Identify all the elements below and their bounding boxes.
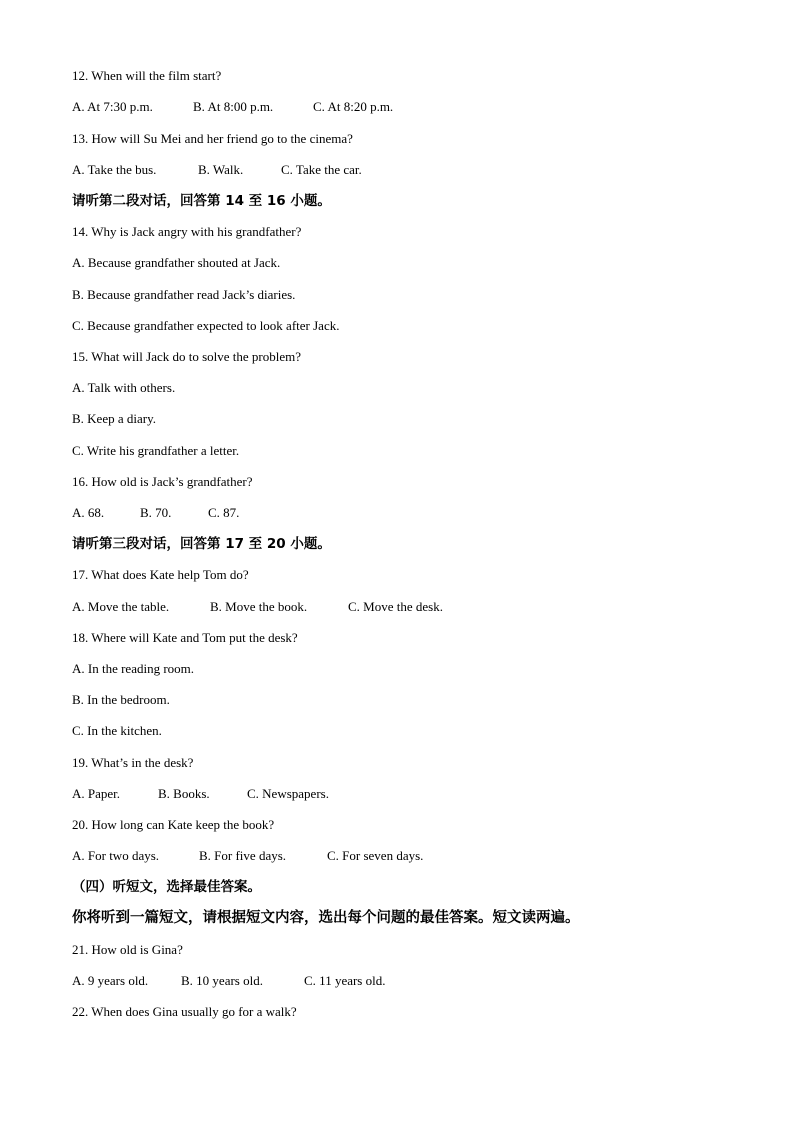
question-12-stem: 12. When will the film start? <box>72 68 222 83</box>
option-a: A. Paper. <box>72 786 121 801</box>
option-b: B. For five days. <box>199 848 287 863</box>
option-c: C. At 8:20 p.m. <box>313 99 394 114</box>
question-15-option-b: B. Keep a diary. <box>72 411 156 426</box>
option-c: C. 87. <box>208 505 240 520</box>
question-22-stem: 22. When does Gina usually go for a walk? <box>72 1004 297 1019</box>
part-4-instruction: 你将听到一篇短文，请根据短文内容，选出每个问题的最佳答案。短文读两遍。 <box>72 910 580 926</box>
part-4-heading: （四）听短文，选择最佳答案。 <box>72 879 261 895</box>
option-a: A. Move the table. <box>72 599 170 614</box>
option-b: B. Books. <box>158 786 210 801</box>
question-18-stem: 18. Where will Kate and Tom put the desk? <box>72 630 298 645</box>
option-c: C. Newspapers. <box>247 786 329 801</box>
option-b: B. At 8:00 p.m. <box>193 99 274 114</box>
section-2-heading: 请听第二段对话，回答第 14 至 16 小题。 <box>72 193 331 209</box>
question-18-option-b: B. In the bedroom. <box>72 692 170 707</box>
option-a: A. Take the bus. <box>72 162 157 177</box>
question-15-stem: 15. What will Jack do to solve the problem? <box>72 349 302 364</box>
option-b: B. Move the book. <box>210 599 308 614</box>
option-b: B. Walk. <box>198 162 244 177</box>
question-16-stem: 16. How old is Jack’s grandfather? <box>72 474 253 489</box>
question-18-option-c: C. In the kitchen. <box>72 723 162 738</box>
option-a: A. For two days. <box>72 848 160 863</box>
option-a: A. 68. <box>72 505 105 520</box>
option-c: C. Move the desk. <box>348 599 443 614</box>
question-15-option-a: A. Talk with others. <box>72 380 176 395</box>
question-14-stem: 14. Why is Jack angry with his grandfather? <box>72 224 302 239</box>
question-21-stem: 21. How old is Gina? <box>72 942 183 957</box>
question-14-option-c: C. Because grandfather expected to look after Jack. <box>72 318 340 333</box>
question-19-stem: 19. What’s in the desk? <box>72 755 194 770</box>
question-14-option-a: A. Because grandfather shouted at Jack. <box>72 255 281 270</box>
question-15-option-c: C. Write his grandfather a letter. <box>72 443 240 458</box>
question-18-option-a: A. In the reading room. <box>72 661 195 676</box>
option-c: C. 11 years old. <box>304 973 386 988</box>
question-20-stem: 20. How long can Kate keep the book? <box>72 817 275 832</box>
option-c: C. Take the car. <box>281 162 362 177</box>
question-17-stem: 17. What does Kate help Tom do? <box>72 567 249 582</box>
option-b: B. 70. <box>140 505 172 520</box>
section-3-heading: 请听第三段对话，回答第 17 至 20 小题。 <box>72 536 331 552</box>
option-a: A. 9 years old. <box>72 973 149 988</box>
option-a: A. At 7:30 p.m. <box>72 99 153 114</box>
option-b: B. 10 years old. <box>181 973 263 988</box>
question-13-stem: 13. How will Su Mei and her friend go to the cinema? <box>72 131 353 146</box>
question-14-option-b: B. Because grandfather read Jack’s diaries. <box>72 287 296 302</box>
option-c: C. For seven days. <box>327 848 424 863</box>
